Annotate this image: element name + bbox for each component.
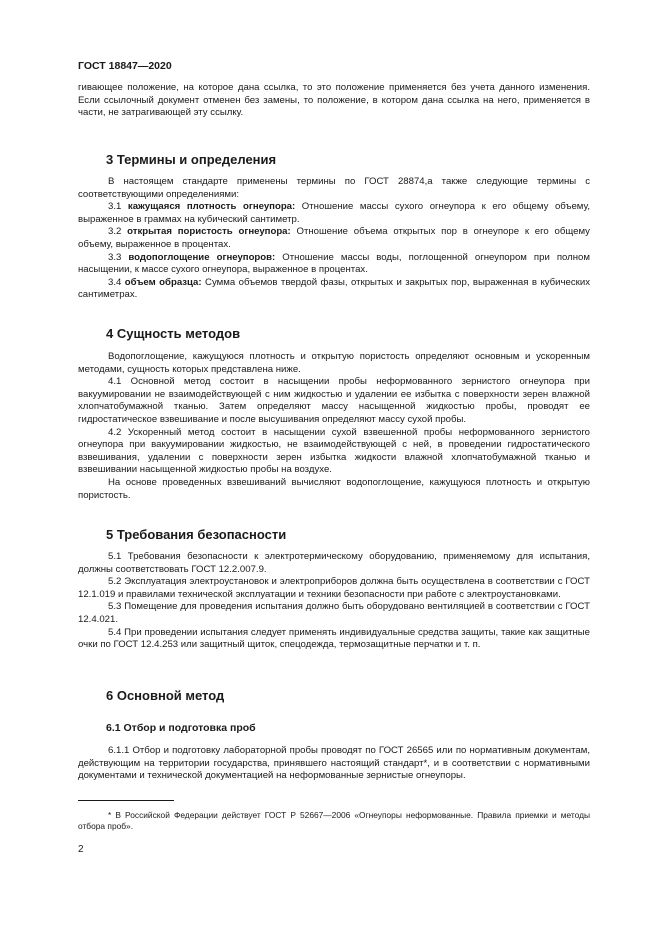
section-3-body [78, 176, 590, 302]
footnote [78, 810, 590, 833]
section-4-para-4: На основе проведенных взвешиваний вычисляют водопоглощение, кажущуюся плотность и открытую пористость. [78, 476, 590, 501]
document-header: ГОСТ 18847—2020 [78, 60, 172, 72]
section-4-para-1: Водопоглощение, кажущуюся плотность и открытую пористость определяют основным и ускоренным методами, сущность которых представлена ниже. [78, 351, 590, 375]
term-3-1: 3.1 кажущаяся плотность огнеупора: Отношение массы сухого огнеупора к его общему объему, выраженное в граммах на кубический сантиметр. [78, 201, 590, 225]
section-4-title: 4 Сущность методов [106, 326, 241, 341]
section-3-lead: В настоящем стандарте применены термины по ГОСТ 28874,а также следующие термины с соответствующими определениями: [78, 176, 590, 200]
section-4-para-3: 4.2 Ускоренный метод состоит в насыщении сухой взвешенной пробы неформованного зернистого огнеупора при вакуумировании жидкостью, не взаимодействующей с ней, в проведении гидростатического взвешивания, удалении с поверхности зерен избытка жидкости влажной хлопчатобумажной тканью и взвешивании насыщенной жидкостью пробы на воздухе. [78, 426, 590, 476]
intro-paragraph [78, 82, 590, 120]
term-3-2: 3.2 открытая пористость огнеупора: Отношение объема открытых пор в огнеупоре к его общему объему, выраженное в процентах. [78, 226, 590, 250]
section-6-para-1: 6.1.1 Отбор и подготовку лабораторной пробы проводят по ГОСТ 26565 или по нормативным документам, действующим на территории государства, принявшего настоящий стандарт*, и в соответствии с нормативными документами и технической документацией на неформованные зернистые огнеупоры. [78, 745, 590, 782]
section-6-title: 6 Основной метод [106, 688, 225, 703]
section-5-para-3: 5.3 Помещение для проведения испытания должно быть оборудовано вентиляцией в соответствии с ГОСТ 12.4.021. [78, 601, 590, 625]
page-number: 2 [78, 844, 84, 855]
section-5-para-1: 5.1 Требования безопасности к электротермическому оборудованию, применяемому для испытания, должны соответствовать ГОСТ 12.2.007.9. [78, 551, 590, 575]
footnote-text: * В Российской Федерации действует ГОСТ Р 52667—2006 «Огнеупоры неформованные. Правила приемки и методы отбора проб». [78, 810, 590, 832]
section-5-para-2: 5.2 Эксплуатация электроустановок и электроприборов должна быть осуществлена в соответствии с ГОСТ 12.1.019 и правилами технической эксплуатации и техники безопасности при работе с электроустановками. [78, 576, 590, 600]
section-4-para-2: 4.1 Основной метод состоит в насыщении пробы неформованного зернистого огнеупора при вакуумировании не взаимодействующей с ним жидкостью и удалении ее избытка с поверхности зерен влажной хлопчатобумажной тканью. Затем определяют массу насыщенной жидкостью пробы, проводят ее гидростатическое взвешивание и после высушивания определяют массу сухой пробы. [78, 376, 590, 425]
section-5-body [78, 551, 590, 652]
section-3-title: 3 Термины и определения [106, 152, 277, 167]
section-5-title: 5 Требования безопасности [106, 527, 287, 542]
intro-text: гивающее положение, на которое дана ссылка, то это положение применяется без учета данного изменения. Если ссылочный документ отменен без замены, то положение, в котором дана ссылка на него, применяется в части, не затрагивающей эту ссылку. [78, 82, 590, 119]
subsection-6-1-title: 6.1 Отбор и подготовка проб [106, 722, 256, 734]
term-3-4: 3.4 объем образца: Сумма объемов твердой фазы, открытых и закрытых пор, выраженная в кубических сантиметрах. [78, 276, 590, 301]
section-5-para-4: 5.4 При проведении испытания следует применять индивидуальные средства защиты, такие как защитные очки по ГОСТ 12.4.253 или защитный щиток, спецодежда, термозащитные перчатки и т. п. [78, 626, 590, 651]
term-3-3: 3.3 водопоглощение огнеупоров: Отношение массы воды, поглощенной огнеупором при полном насыщении, к массе сухого огнеупора, выраженное в процентах. [78, 251, 590, 276]
footnote-separator [78, 800, 174, 801]
section-4-body [78, 351, 590, 502]
section-6-body [78, 745, 590, 783]
